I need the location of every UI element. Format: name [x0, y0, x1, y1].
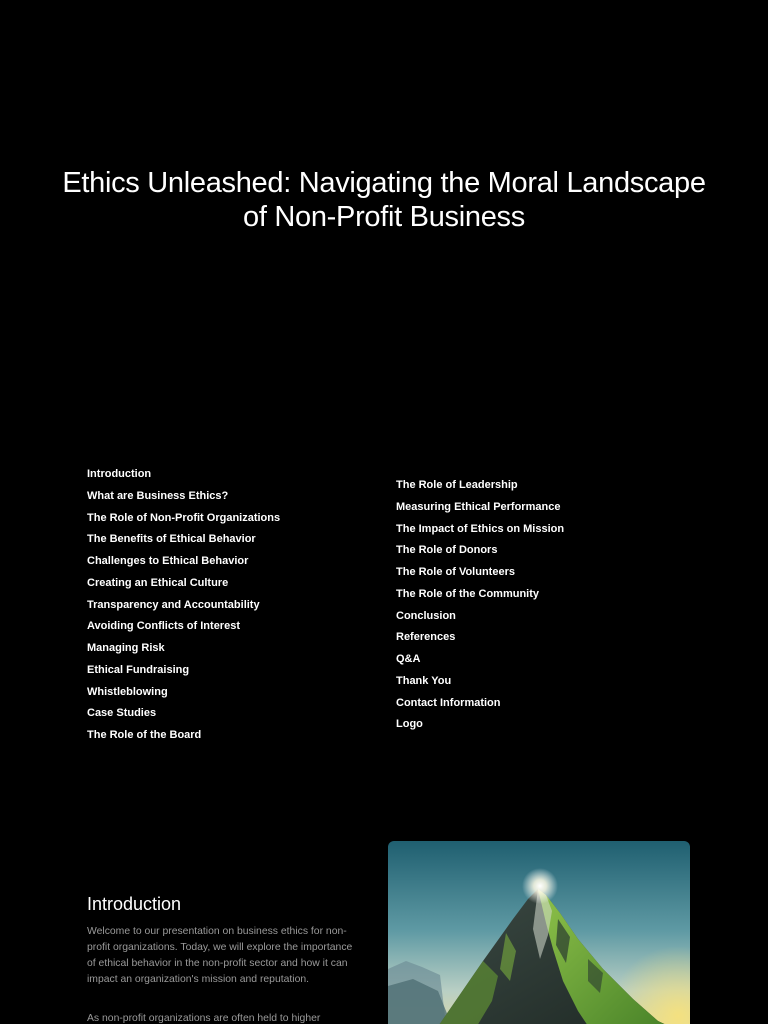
toc-item[interactable]: Measuring Ethical Performance — [396, 500, 561, 513]
introduction-paragraph-continued: As non-profit organizations are often held to higher — [87, 1013, 321, 1024]
toc-item[interactable]: Q&A — [396, 653, 421, 665]
introduction-heading: Introduction — [87, 894, 182, 914]
toc-item[interactable]: Logo — [396, 718, 423, 731]
toc-item[interactable]: The Role of the Board — [87, 729, 202, 741]
toc-item[interactable]: Avoiding Conflicts of Interest — [87, 620, 240, 633]
toc-item[interactable]: The Impact of Ethics on Mission — [396, 522, 565, 535]
toc-item[interactable]: What are Business Ethics? — [87, 489, 229, 502]
toc-right-column — [396, 475, 564, 736]
toc-item[interactable]: Transparency and Accountability — [87, 598, 260, 611]
mountain-icon — [388, 841, 690, 1024]
page-title: Ethics Unleashed: Navigating the Moral Landscape of Non-Profit Business — [62, 167, 706, 233]
toc-item[interactable]: The Role of Donors — [396, 544, 498, 557]
toc-item[interactable]: Creating an Ethical Culture — [87, 576, 229, 589]
toc-left-column — [87, 464, 280, 747]
toc-item[interactable]: The Role of Leadership — [396, 479, 518, 491]
toc-item[interactable]: Thank You — [396, 674, 452, 687]
toc-item[interactable]: Managing Risk — [87, 642, 165, 654]
toc-item[interactable]: The Role of Non-Profit Organizations — [87, 511, 281, 524]
mountain-peak-image — [388, 841, 690, 1024]
introduction-paragraph: Welcome to our presentation on business ethics for non-profit organizations. Today, we will explore the importance of ethical behavior in the non-profit sector and how it can impact an organization's mission and reputation. — [87, 926, 353, 985]
toc-item[interactable]: The Role of the Community — [396, 587, 539, 600]
toc-item[interactable]: Challenges to Ethical Behavior — [87, 555, 249, 567]
toc-item[interactable]: The Role of Volunteers — [396, 566, 515, 578]
toc-item[interactable]: Whistleblowing — [87, 685, 168, 698]
toc-item[interactable]: Ethical Fundraising — [87, 663, 190, 676]
toc-item[interactable]: Contact Information — [396, 696, 501, 709]
toc-item[interactable]: Introduction — [87, 468, 152, 480]
toc-item[interactable]: Case Studies — [87, 707, 157, 720]
toc-item[interactable]: The Benefits of Ethical Behavior — [87, 533, 256, 546]
toc-item[interactable]: References — [396, 631, 456, 644]
toc-item[interactable]: Conclusion — [396, 609, 456, 622]
